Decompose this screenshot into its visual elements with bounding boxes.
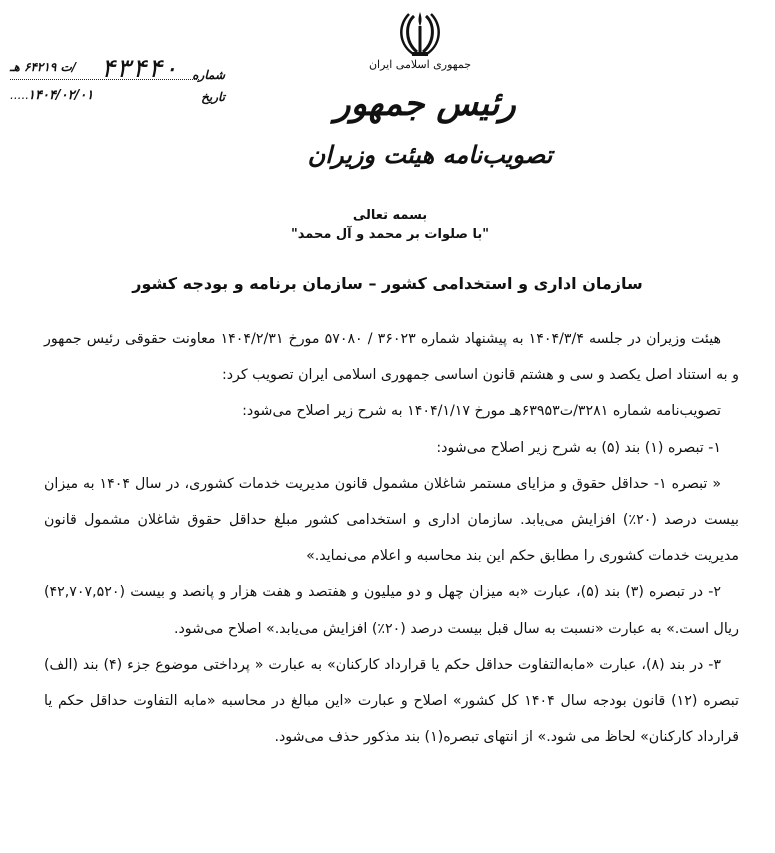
president-title: رئیس جمهور [334,84,516,124]
cabinet-title: تصویب‌نامه هیئت وزیران [307,140,553,169]
reference-block [10,40,225,112]
item3-text: ۳- در بند (۸)، عبارت «مابه‌التفاوت حداقل حکم یا قرارداد کارکنان» به عبارت « پرداختی موضوع جزء (۴) بند (الف) تبصره (۱۲) قانون بودجه سال ۱۴۰۴ کل کشور» اصلاح و عبارت «این مبالغ در محاسبه «مابه التفاوت حداقل حکم یا قرارداد کارکنان» لحاظ می شود.» از انتهای تبصره(۱) بند مذکور حذف می‌شود. [44,656,739,746]
date-value: ۱۴۰۴/۰۲/۰۱ [28,88,94,103]
date-row [10,90,225,112]
item2-text: ۲- در تبصره (۳) بند (۵)، عبارت «به میزان چهل و دو میلیون و هفتصد و هفت هزار و پانصد و بیست (۴۲,۷۰۷,۵۲۰) ریال است.» به عبارت «نسبت به سال قبل بیست درصد (۲۰٪) افزایش می‌یابد.» اصلاح می‌شود. [44,584,739,637]
recipient-line: سازمان اداری و استخدامی کشور – سازمان برنامه و بودجه کشور [132,274,643,293]
date-suffix: ..... [10,88,30,102]
intro-paragraph: هیئت وزیران در جلسه ۱۴۰۴/۳/۴ به پیشنهاد شماره ۳۶۰۲۳ / ۵۷۰۸۰ مورخ ۱۴۰۴/۲/۳۱ معاونت حقوقی رئیس جمهور و به استناد اصل یکصد و سی و هشتم قانون اساسی جمهوری اسلامی ایران تصویب کرد: [44,331,739,384]
emblem-caption: جمهوری اسلامی ایران [368,58,472,71]
item1-text: « تبصره ۱- حداقل حقوق و مزایای مستمر شاغلان مشمول قانون مدیریت خدمات کشوری، در سال ۱۴۰۴ به میزان بیست درصد (۲۰٪) افزایش می‌یابد. سازمان اداری و استخدامی کشور مبلغ حداقل حقوق شاغلان مشمول قانون مدیریت خدمات کشوری را مطابق حکم این بند محاسبه و اعلام می‌نماید.» [44,475,739,565]
amend-line: تصویب‌نامه شماره ۳۲۸۱/ت۶۳۹۵۳هـ مورخ ۱۴۰۴/۱/۱۷ به شرح زیر اصلاح می‌شود: [242,403,721,420]
date-label: تاریخ [201,90,225,104]
iran-emblem-icon [395,8,445,58]
item1-head: ۱- تبصره (۱) بند (۵) به شرح زیر اصلاح می‌شود: [436,439,721,456]
number-suffix: /ت ۶۴۲۱۹ هـ [10,60,77,74]
number-value: ۴۳۴۴۰ [100,54,179,84]
decree-body [44,321,739,755]
number-label: شماره [192,68,225,82]
number-row [10,54,225,90]
bismillah [260,206,520,244]
bismillah-line1: بسمه تعالی [352,208,428,223]
bismillah-line2: "با صلوات بر محمد و آل محمد" [290,227,490,242]
